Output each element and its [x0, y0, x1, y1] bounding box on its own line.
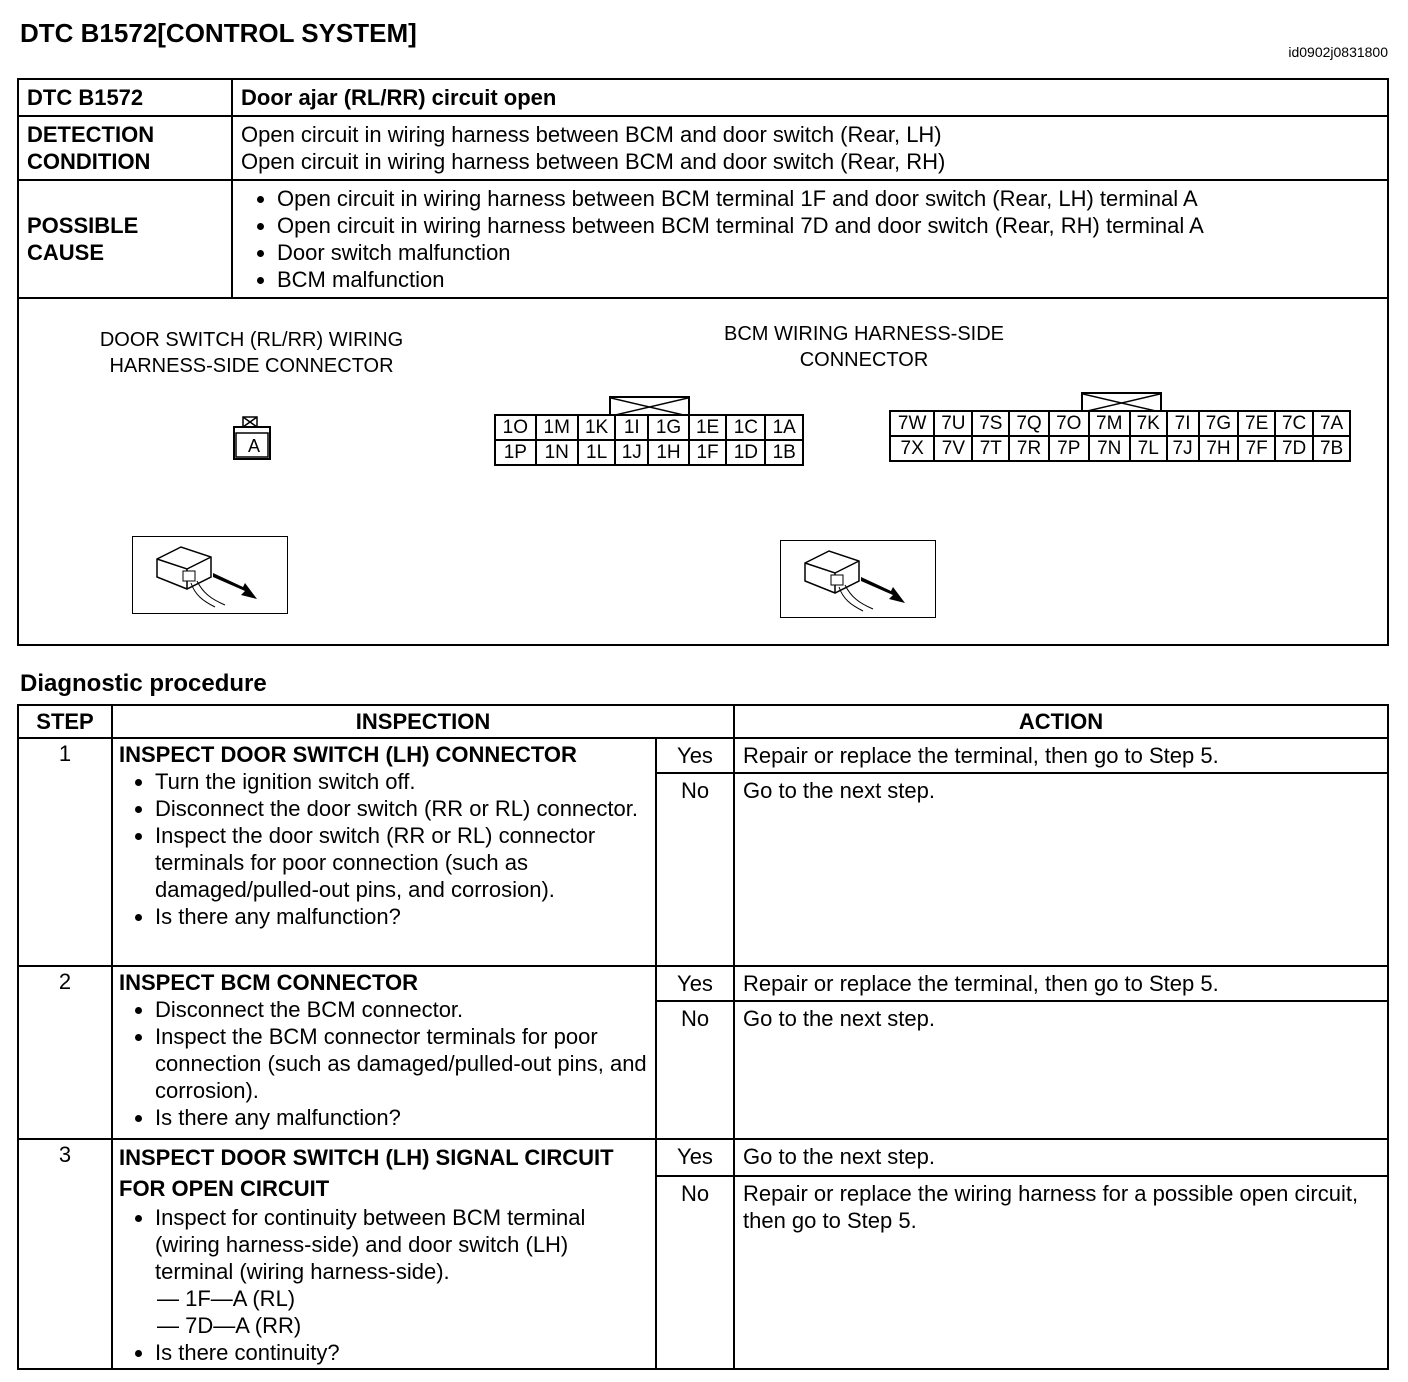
terminal-cell: 1F — [689, 440, 727, 465]
detection-condition-label — [18, 116, 232, 180]
terminal-cell: 7S — [972, 411, 1009, 436]
terminal-cell: 1E — [689, 415, 727, 440]
terminal-cell: 7J — [1167, 436, 1199, 461]
step-inspection — [112, 738, 656, 966]
terminal-cell: 1O — [495, 415, 536, 440]
terminal-cell: 7A — [1313, 411, 1350, 436]
yes-action: Go to the next step. — [734, 1139, 1388, 1176]
terminal-cell: 1I — [615, 415, 648, 440]
possible-cause-label — [18, 180, 232, 298]
terminal-cell: 1N — [536, 440, 578, 465]
terminal-cell: 1M — [536, 415, 578, 440]
terminal-cell: 7I — [1167, 411, 1199, 436]
inspection-item: • Is there any malfunction? — [155, 1104, 649, 1131]
detection-line: Open circuit in wiring harness between BCM and door switch (Rear, LH) — [241, 122, 942, 147]
procedure-heading: Diagnostic procedure — [20, 670, 267, 697]
detection-label-line-1: DETECTION — [27, 122, 155, 147]
terminal-cell: 7L — [1130, 436, 1167, 461]
step-inspection — [112, 1139, 656, 1369]
inspection-item: • Is there continuity? — [155, 1339, 649, 1366]
step-number: 1 — [18, 738, 112, 966]
terminal-pair: — 7D—A (RR) — [157, 1313, 302, 1338]
result-no: No — [656, 1001, 734, 1139]
step-number: 2 — [18, 966, 112, 1139]
result-no: No — [656, 1176, 734, 1369]
terminal-cell: 1D — [726, 440, 765, 465]
terminal-cell: 1J — [615, 440, 648, 465]
terminal-cell: 1L — [578, 440, 616, 465]
terminal-cell: 7Q — [1009, 411, 1049, 436]
door-caption-line-1: DOOR SWITCH (RL/RR) WIRING — [99, 329, 404, 351]
inspection-item: • Disconnect the BCM connector. — [155, 996, 649, 1023]
terminal-cell: 7P — [1049, 436, 1089, 461]
terminal-cell: 7N — [1089, 436, 1130, 461]
cause-item: • Open circuit in wiring harness between BCM terminal 1F and door switch (Rear, LH) terminal A — [277, 185, 1379, 212]
cause-item: • Door switch malfunction — [277, 239, 1379, 266]
terminal-cell: 7B — [1313, 436, 1350, 461]
result-yes: Yes — [656, 1139, 734, 1176]
no-action: Go to the next step. — [734, 773, 1388, 966]
page-title: DTC B1572[CONTROL SYSTEM] — [20, 18, 417, 48]
connector-diagram-panel — [17, 293, 1389, 646]
door-terminal-label: A — [247, 436, 260, 456]
dtc-label: DTC B1572 — [18, 79, 232, 116]
diagnostic-procedure-table — [17, 704, 1389, 1370]
door-switch-connector-caption — [74, 327, 429, 379]
terminal-cell: 7X — [890, 436, 934, 461]
terminal-cell: 7D — [1275, 436, 1313, 461]
detection-condition-text — [232, 116, 1388, 180]
cause-item: • Open circuit in wiring harness between BCM terminal 7D and door switch (Rear, RH) terminal A — [277, 212, 1379, 239]
inspection-item: • Turn the ignition switch off. — [155, 768, 649, 795]
detection-label-line-2: CONDITION — [27, 149, 151, 174]
result-yes: Yes — [656, 966, 734, 1001]
cause-label-line-1: POSSIBLE — [27, 213, 139, 238]
cause-label-line-2: CAUSE — [27, 240, 105, 265]
result-yes: Yes — [656, 738, 734, 773]
document-id: id0902j0831800 — [1288, 44, 1388, 60]
inspection-item: • Inspect the door switch (RR or RL) connector terminals for poor connection (such as damaged/pulled-out pins, and corrosion). — [155, 822, 649, 903]
bcm-connector-7 — [889, 410, 1351, 462]
terminal-cell: 1A — [765, 415, 803, 440]
column-header-step: STEP — [18, 705, 112, 738]
terminal-cell: 7H — [1199, 436, 1239, 461]
inspection-item: • Inspect for continuity between BCM terminal (wiring harness-side) and door switch (LH) terminal (wiring harness-side). — [155, 1204, 649, 1285]
bcm-connector-caption — [659, 321, 1069, 373]
terminal-cell: 7G — [1199, 411, 1239, 436]
column-header-action: ACTION — [734, 705, 1388, 738]
cause-item: • BCM malfunction — [277, 266, 1379, 293]
terminal-cell: 7O — [1049, 411, 1089, 436]
terminal-cell: 7E — [1238, 411, 1275, 436]
step-number: 3 — [18, 1139, 112, 1369]
terminal-cell: 7V — [934, 436, 972, 461]
terminal-cell: 1H — [648, 440, 689, 465]
step-title: INSPECT DOOR SWITCH (LH) SIGNAL CIRCUIT FOR OPEN CIRCUIT — [119, 1145, 614, 1201]
inspection-item: • Is there any malfunction? — [155, 903, 649, 930]
terminal-cell: 1B — [765, 440, 803, 465]
bcm-caption-line-1: BCM WIRING HARNESS-SIDE — [723, 323, 1005, 345]
inspection-item: • Inspect the BCM connector terminals for poor connection (such as damaged/pulled-out pins, and corrosion). — [155, 1023, 649, 1104]
connector-1-lock-tab — [609, 396, 690, 416]
terminal-cell: 7T — [972, 436, 1009, 461]
step-row — [18, 966, 1388, 1001]
terminal-cell: 7C — [1275, 411, 1313, 436]
bcm-connector-1 — [494, 414, 804, 466]
step-row — [18, 1139, 1388, 1176]
step-title: INSPECT DOOR SWITCH (LH) CONNECTOR — [119, 742, 577, 767]
terminal-cell: 1C — [726, 415, 765, 440]
terminal-pair: — 1F—A (RL) — [157, 1286, 296, 1311]
terminal-cell: 7M — [1089, 411, 1130, 436]
dtc-description: Door ajar (RL/RR) circuit open — [232, 79, 1388, 116]
terminal-cell: 1P — [495, 440, 536, 465]
column-header-inspection: INSPECTION — [112, 705, 734, 738]
terminal-cell: 7U — [934, 411, 972, 436]
terminal-cell: 7K — [1130, 411, 1167, 436]
no-action: Go to the next step. — [734, 1001, 1388, 1139]
bcm-connector-probe-illustration — [780, 540, 936, 618]
terminal-cell: 1K — [578, 415, 616, 440]
terminal-cell: 7F — [1238, 436, 1275, 461]
possible-cause-list — [232, 180, 1388, 298]
door-connector-probe-illustration — [132, 536, 288, 614]
step-inspection — [112, 966, 656, 1139]
result-no: No — [656, 773, 734, 966]
terminal-cell: 1G — [648, 415, 689, 440]
dtc-info-table — [17, 78, 1389, 299]
door-caption-line-2: HARNESS-SIDE CONNECTOR — [109, 355, 394, 377]
step-title: INSPECT BCM CONNECTOR — [119, 970, 419, 995]
terminal-cell: 7W — [890, 411, 934, 436]
step-row — [18, 738, 1388, 773]
inspection-item: • Disconnect the door switch (RR or RL) connector. — [155, 795, 649, 822]
terminal-cell: 7R — [1009, 436, 1049, 461]
detection-line: Open circuit in wiring harness between BCM and door switch (Rear, RH) — [241, 149, 946, 174]
connector-7-lock-tab — [1081, 392, 1162, 412]
bcm-caption-line-2: CONNECTOR — [799, 349, 929, 371]
no-action: Repair or replace the wiring harness for a possible open circuit, then go to Step 5. — [734, 1176, 1388, 1369]
yes-action: Repair or replace the terminal, then go to Step 5. — [734, 966, 1388, 1001]
yes-action: Repair or replace the terminal, then go to Step 5. — [734, 738, 1388, 773]
